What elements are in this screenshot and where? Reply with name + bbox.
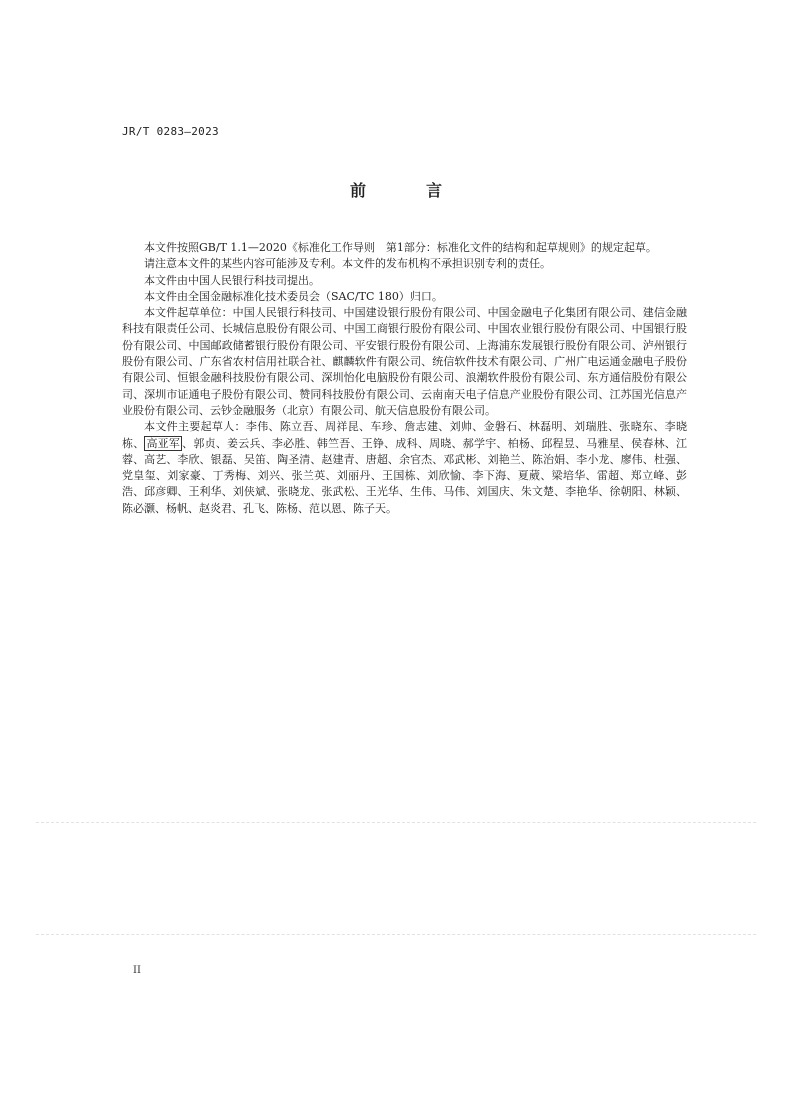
drafters-text-before: 本文件主要起草人：李伟、陈立吾、周祥昆、车珍、詹志建、刘帅、金磐石、林磊明、刘瑞胜、张晓东、李晓栋、 <box>122 420 687 450</box>
paragraph-patent-notice: 请注意本文件的某些内容可能涉及专利。本文件的发布机构不承担识别专利的责任。 <box>144 257 551 271</box>
paragraph-drafting-units: 本文件起草单位：中国人民银行科技司、中国建设银行股份有限公司、中国金融电子化集团有限公司、建信金融科技有限责任公司、长城信息股份有限公司、中国工商银行股份有限公司、中国农业银行股份有限公司、中国银行股份有限公司、中国邮政储蓄银行股份有限公司、平安银行股份有限公司、上海浦东发展银行股份有限公司、泸州银行股份有限公司、广东省农村信用社联合社、麒麟软件有限公司、统信软件技术有限公司、广州广电运通金融电子股份有限公司、恒银金融科技股份有限公司、深圳怡化电脑股份有限公司、浪潮软件股份有限公司、东方通信股份有限公司、深圳市证通电子股份有限公司、赞同科技股份有限公司、云南南天电子信息产业股份有限公司、江苏国光信息产业股份有限公司、云钞金融服务（北京）有限公司、航天信息股份有限公司。 <box>122 306 687 417</box>
paragraph-committee: 本文件由全国金融标准化技术委员会（SAC/TC 180）归口。 <box>144 289 443 303</box>
page-title: 前 言 <box>349 181 464 200</box>
page-divider <box>36 934 756 935</box>
page-divider <box>36 822 756 823</box>
paragraph-drafting-rules: 本文件按照GB/T 1.1—2020《标准化工作导则 第1部分：标准化文件的结构和起草规则》的规定起草。 <box>144 241 657 254</box>
page-number: II <box>133 965 141 976</box>
foreword-body <box>122 240 687 517</box>
paragraph-proposer: 本文件由中国人民银行科技司提出。 <box>144 273 320 287</box>
drafters-text-after: 、郭贞、姜云兵、李必胜、韩竺吾、王铮、成科、周晓、郝学宇、柏杨、邱程昱、马雅星、侯春林、江蓉、高艺、李欣、银磊、吴笛、陶圣清、赵建青、唐超、余官杰、邓武彬、刘艳兰、陈治娟、李小龙、廖伟、杜强、党皇玺、刘家豪、丁秀梅、刘兴、张兰英、刘丽丹、王国栋、刘欣愉、李下海、夏葳、梁培华、雷超、郑立峰、彭浩、邱彦卿、王利华、刘侠斌、张晓龙、张武松、王光华、生伟、马伟、刘国庆、朱文楚、李艳华、徐朝阳、林颖、陈必灏、杨帆、赵炎君、孔飞、陈杨、范以恩、陈子天。 <box>122 436 688 515</box>
paragraph-drafters <box>122 419 687 517</box>
standard-code: JR/T 0283—2023 <box>122 125 219 138</box>
highlighted-drafter-name: 高亚军 <box>146 436 181 450</box>
